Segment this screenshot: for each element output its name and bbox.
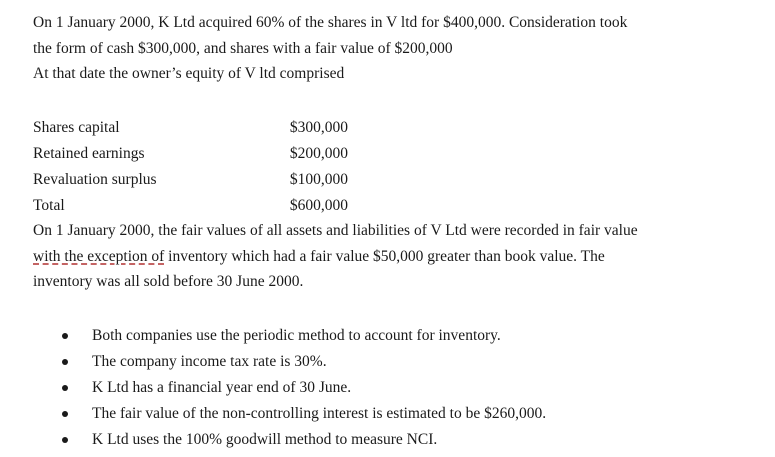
list-item-text: The fair value of the non-controlling interest is estimated to be $260,000. xyxy=(92,405,547,422)
equity-label: Shares capital xyxy=(33,119,120,136)
list-item-text: K Ltd uses the 100% goodwill method to measure NCI. xyxy=(92,431,438,448)
list-item xyxy=(62,323,546,349)
acquisition-line-1: On 1 January 2000, K Ltd acquired 60% of the shares in V ltd for $400,000. Consideration took xyxy=(33,14,628,31)
bullet-icon xyxy=(62,411,68,417)
bullet-icon xyxy=(62,385,68,391)
equity-row-total xyxy=(33,193,348,219)
equity-label: Revaluation surplus xyxy=(33,171,157,188)
fair-value-line-3: inventory was all sold before 30 June 2000. xyxy=(33,273,304,290)
bullet-icon xyxy=(62,333,68,339)
equity-intro-line: At that date the owner’s equity of V ltd comprised xyxy=(33,65,345,82)
equity-amount: $200,000 xyxy=(289,145,348,162)
equity-row-retained-earnings xyxy=(33,141,348,167)
equity-label: Retained earnings xyxy=(33,145,145,162)
bullet-icon xyxy=(62,437,68,443)
equity-row-share-capital xyxy=(33,115,348,141)
spellcheck-underlined-text: with the exception of xyxy=(33,247,165,265)
list-item xyxy=(62,401,546,427)
list-item-text: Both companies use the periodic method to account for inventory. xyxy=(92,327,501,344)
equity-amount: $300,000 xyxy=(289,119,348,136)
equity-amount: $600,000 xyxy=(289,197,348,214)
assumptions-list xyxy=(62,323,546,453)
fair-value-line-2: inventory which had a fair value $50,000 greater than book value. The xyxy=(164,247,605,265)
acquisition-line-2: the form of cash $300,000, and shares with a fair value of $200,000 xyxy=(33,39,453,57)
list-item-text: The company income tax rate is 30%. xyxy=(92,353,327,370)
list-item xyxy=(62,349,546,375)
list-item-text: K Ltd has a financial year end of 30 June. xyxy=(92,379,352,396)
fair-value-paragraph xyxy=(33,218,725,295)
list-item xyxy=(62,427,546,453)
list-item xyxy=(62,375,546,401)
equity-label: Total xyxy=(33,197,65,214)
equity-amount: $100,000 xyxy=(289,171,348,188)
owners-equity-table xyxy=(33,115,348,219)
equity-row-revaluation-surplus xyxy=(33,167,348,193)
bullet-icon xyxy=(62,359,68,365)
acquisition-paragraph xyxy=(33,10,725,87)
fair-value-line-1: On 1 January 2000, the fair values of all assets and liabilities of V Ltd were recorded in fair value xyxy=(33,222,638,239)
